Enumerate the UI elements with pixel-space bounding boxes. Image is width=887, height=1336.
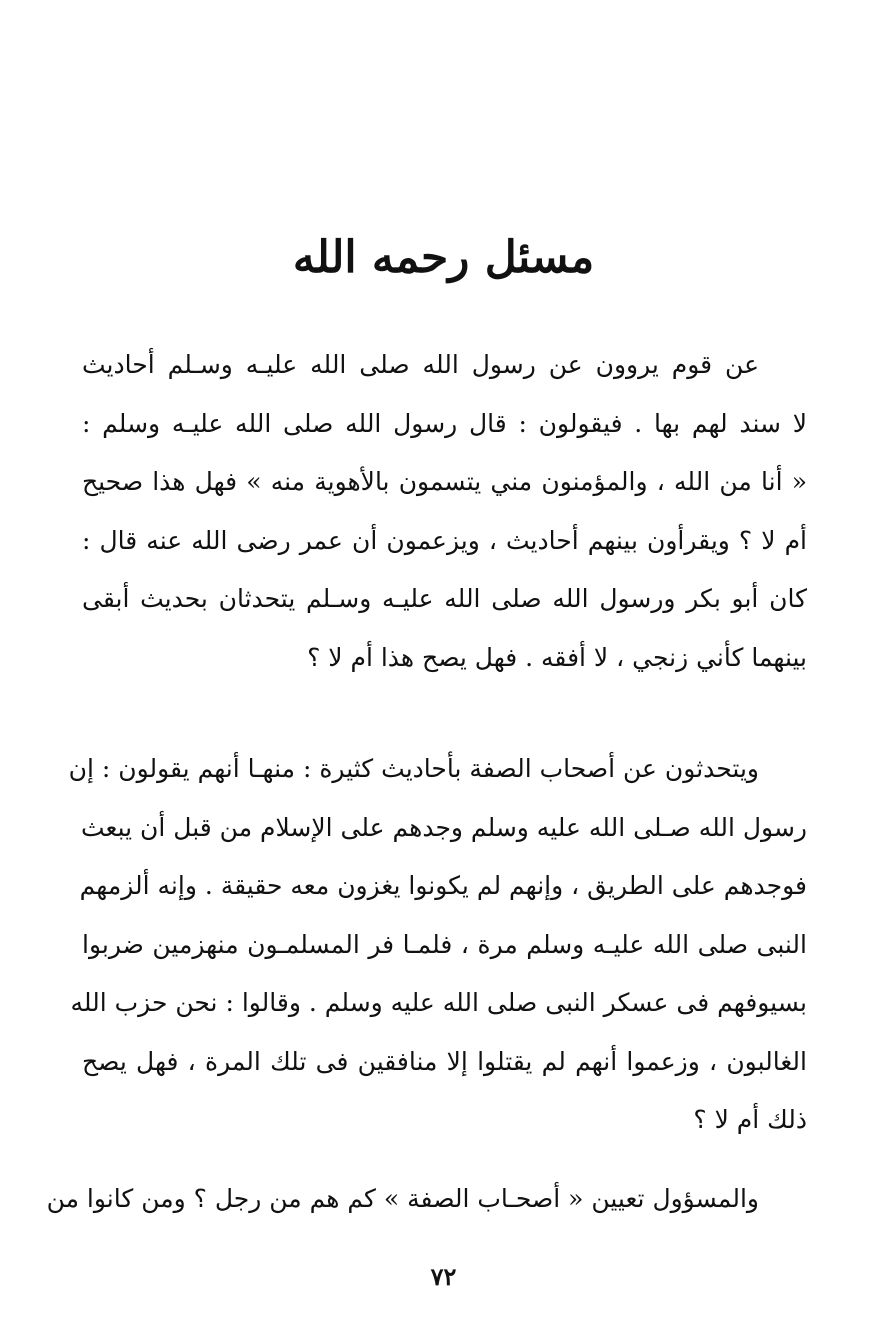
text-line: بينهما كأني زنجي ، لا أفقه . فهل يصح هذا أم لا ؟: [307, 642, 807, 672]
text-line: ذلك أم لا ؟: [693, 1105, 807, 1134]
page-number: ٧٢: [430, 1262, 457, 1291]
text-line: عن قوم يروون عن رسول الله صلى الله عليـه وسـلم أحاديث: [82, 350, 759, 379]
text-line: النبى صلى الله عليـه وسلم مرة ، فلمـا فر المسلمـون منهزمين ضربوا: [82, 929, 807, 959]
text-line: بسيوفهم فى عسكر النبى صلى الله عليه وسلم . وقالوا : نحن حزب الله: [70, 988, 807, 1017]
text-line: « أنا من الله ، والمؤمنون مني يتسمون بالأهوية منه » فهل هذا صحيح: [82, 467, 807, 496]
text-line: ويتحدثون عن أصحاب الصفة بأحاديث كثيرة : منهـا أنهم يقولون : إن: [68, 754, 759, 783]
text-line: الغالبون ، وزعموا أنهم لم يقتلوا إلا منافقين فى تلك المرة ، فهل يصح: [82, 1046, 807, 1076]
text-line: والمسؤول تعيين « أصحـاب الصفة » كم هم من رجل ؟ ومن كانوا من: [46, 1184, 759, 1213]
paragraph-3: [46, 1170, 807, 1229]
page-heading: مسئل رحمه الله: [292, 232, 595, 283]
text-line: كان أبو بكر ورسول الله صلى الله عليـه وسـلم يتحدثان بحديث أبقى: [82, 584, 807, 613]
paragraph-1: [82, 336, 807, 687]
text-line: رسول الله صـلى الله عليه وسلم وجدهم على الإسلام من قبل أن يبعث: [80, 812, 807, 842]
text-line: فوجدهم على الطريق ، وإنهم لم يكونوا يغزون معه حقيقة . وإنه ألزمهم: [79, 871, 807, 900]
paragraph-2: [68, 740, 807, 1150]
text-line: لا سند لهم بها . فيقولون : قال رسول الله صلى الله عليـه وسلم :: [82, 408, 807, 438]
text-line: أم لا ؟ ويقرأون بينهم أحاديث ، ويزعمون أن عمر رضى الله عنه قال :: [82, 525, 807, 555]
